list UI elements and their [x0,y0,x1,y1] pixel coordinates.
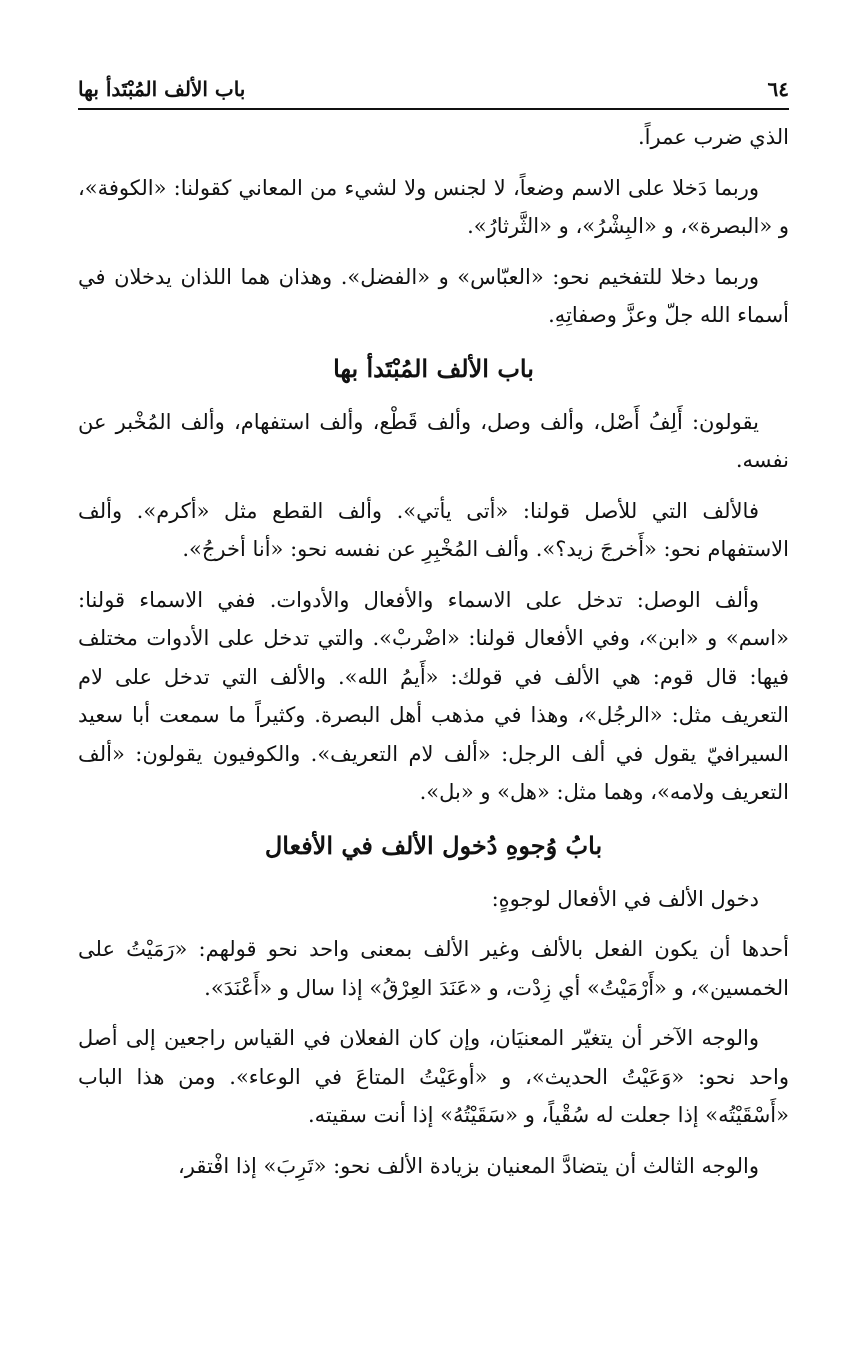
paragraph: وألف الوصل: تدخل على الاسماء والأفعال والأدوات. ففي الاسماء قولنا: «اسم» و «ابن»، وفي الأفعال قولنا: «اضْربْ». والتي تدخل على الأدوات مختلف فيها: قال قوم: هي الألف في قولك: «أَيمُ الله». والألف التي تدخل على لام التعريف مثل: «الرجُل»، وهذا في مذهب أهل البصرة. وكثيراً ما سمعت أبا سعيد السيرافيّ يقول في ألف الرجل: «ألف لام التعريف». والكوفيون يقولون: «ألف التعريف ولامه»، وهما مثل: «هل» و «بل». [78,587,789,804]
paragraph: دخول الألف في الأفعال لوجوهٍ: [491,886,759,911]
paragraph: وربما دخلا للتفخيم نحو: «العبّاس» و «الفضل». وهذان هما اللذان يدخلان في أسماء الله جلّ وعزَّ وصفاتِهِ. [78,264,789,327]
page-header [78,72,789,106]
header-divider [78,108,789,110]
running-title: باب الألف المُبْتَدأ بها [78,77,246,101]
paragraph: والوجه الثالث أن يتضادَّ المعنيان بزيادة الألف نحو: «تَرِبَ» إذا افْتقر، [177,1153,759,1178]
paragraph: فالألف التي للأصل قولنا: «أتى يأتي». وألف القطع مثل «أكرم». وألف الاستفهام نحو: «أَخرجَ زيد؟». وألف المُخْبِرِ عن نفسه نحو: «أنا أخرجُ». [78,498,789,561]
section-heading: بابُ وُجوهِ دُخول الألف في الأفعال [264,830,603,860]
page-number: ٦٤ [767,77,789,101]
paragraph: الذي ضرب عمراً. [638,125,789,149]
paragraph: وربما دَخلا على الاسم وضعاً، لا لجنس ولا لشيء من المعاني كقولنا: «الكوفة»، و «البصرة»، و «البِشْرُ»، و «الثَّرثارُ». [78,175,789,238]
paragraph: والوجه الآخر أن يتغيّر المعنيَان، وإن كان الفعلان في القياس راجعين إلى أصل واحد نحو: «وَعَيْتُ الحديث»، و «أوعَيْتُ المتاعَ في الوعاء». ومن هذا الباب «أَسْقَيْتُه» إذا جعلت له سُقْياً، و «سَقَيْتُهُ» إذا أنت سقيته. [78,1026,789,1127]
page-body [78,118,789,1197]
paragraph: يقولون: أَلِفُ أَصْل، وألف وصل، وألف قَطْع، وألف استفهام، وألف المُخْبر عن نفسه. [78,409,789,472]
paragraph: أحدها أن يكون الفعل بالألف وغير الألف بمعنى واحد نحو قولهم: «رَمَيْتُ على الخمسين»، و «أَرْمَيْتُ» أي زِدْت، و «عَنَدَ العِرْقُ» إذا سال و «أَعْنَدَ». [78,937,789,1000]
section-heading: باب الألف المُبْتَدأ بها [333,353,534,383]
